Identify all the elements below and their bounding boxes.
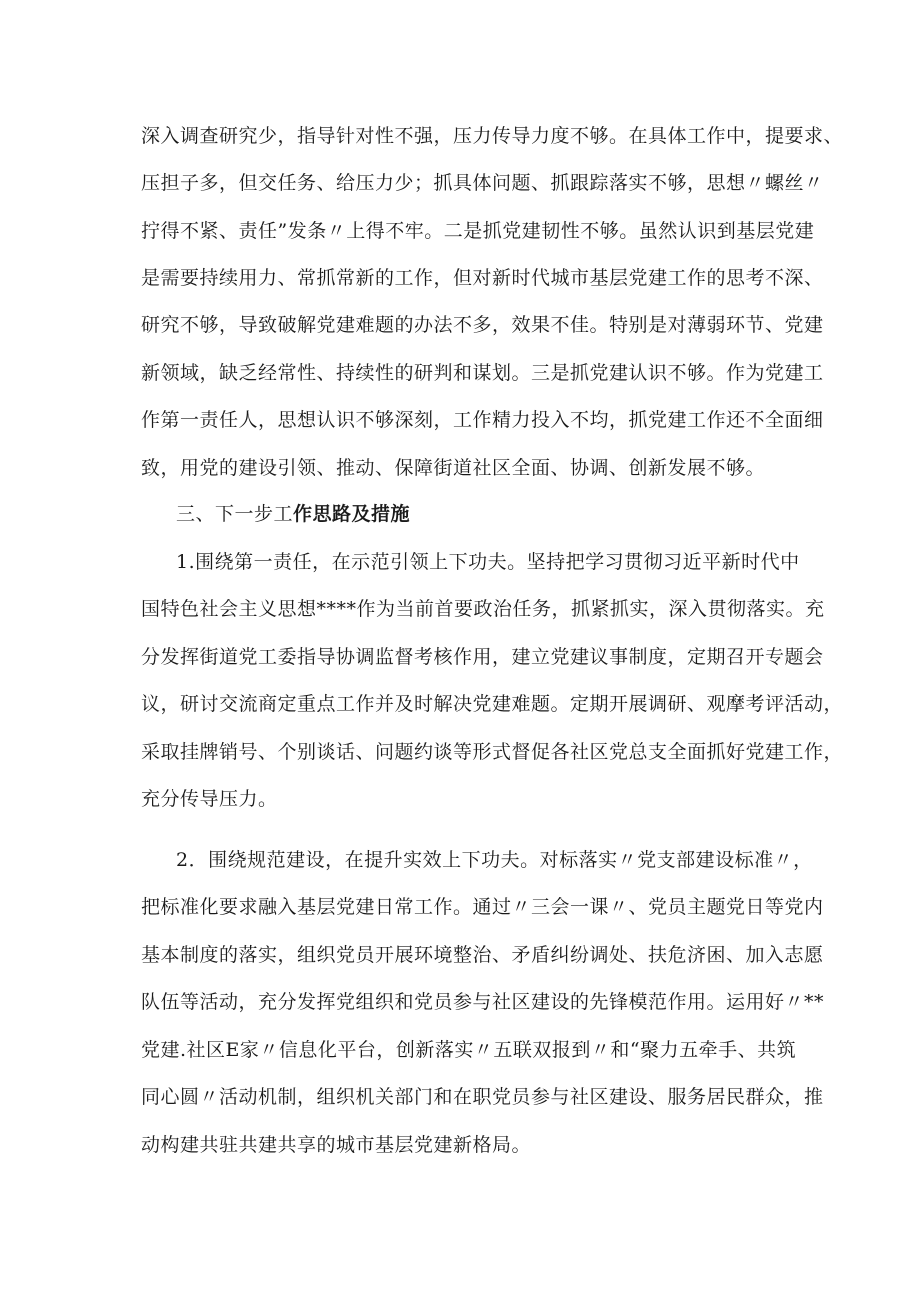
paragraph-line: 作第一责任人，思想认识不够深刻，工作精力投入不均，抓党建工作还不全面细: [141, 409, 824, 431]
paragraph-line: 新领域，缺乏经常性、持续性的研判和谋划。三是抓党建认识不够。作为党建工: [141, 362, 824, 384]
paragraph-line: 基本制度的落实，组织党员开展环境整治、矛盾纠纷调处、扶危济困、加入志愿: [141, 944, 824, 966]
paragraph-line: 2．围绕规范建设，在提升实效上下功夫。对标落实〃党支部建设标准〃，: [176, 849, 813, 871]
paragraph-line: 压担子多，但交任务、给压力少；抓具体问题、抓跟踪落实不够，思想〃螺丝〃: [141, 172, 824, 194]
section-heading: [176, 502, 410, 526]
paragraph-line: 拧得不紧、责任”发条〃上得不牢。二是抓党建韧性不够。虽然认识到基层党建: [141, 220, 815, 242]
paragraph-line: 充分传导压力。: [141, 788, 278, 810]
section-heading-part2: 作思路及措施: [293, 503, 411, 525]
paragraph-line: 深入调查研究少，指导针对性不强，压力传导力度不够。在具体工作中，提要求、: [141, 125, 844, 147]
paragraph-line: 队伍等活动，充分发挥党组织和党员参与社区建设的先锋模范作用。运用好〃**: [141, 991, 825, 1013]
paragraph-line: 国特色社会主义思想****作为当前首要政治任务，抓紧抓实，深入贯彻落实。充: [141, 598, 825, 620]
paragraph-line: 是需要持续用力、常抓常新的工作，但对新时代城市基层党建工作的思考不深、: [141, 267, 824, 289]
paragraph-line: 议，研讨交流商定重点工作并及时解决党建难题。定期开展调研、观摩考评活动，: [141, 693, 844, 715]
paragraph-line: 党建.社区E家〃信息化平台，创新落实〃五联双报到〃和“聚力五牵手、共筑: [141, 1039, 797, 1061]
paragraph-line: 1.围绕第一责任，在示范引领上下功夫。坚持把学习贯彻习近平新时代中: [176, 551, 800, 573]
paragraph-line: 动构建共驻共建共享的城市基层党建新格局。: [141, 1134, 532, 1156]
paragraph-line: 致，用党的建设引领、推动、保障街道社区全面、协调、创新发展不够。: [141, 457, 766, 479]
paragraph-line: 研究不够，导致破解党建难题的办法不多，效果不佳。特别是对薄弱环节、党建: [141, 314, 824, 336]
paragraph-line: 同心圆〃活动机制，组织机关部门和在职党员参与社区建设、服务居民群众，推: [141, 1086, 824, 1108]
paragraph-line: 采取挂牌销号、个别谈话、问题约谈等形式督促各社区党总支全面抓好党建工作，: [141, 741, 844, 763]
paragraph-line: 分发挥街道党工委指导协调监督考核作用，建立党建议事制度，定期召开专题会: [141, 646, 824, 668]
section-heading-part1: 三、下一步工: [176, 503, 294, 525]
paragraph-line: 把标准化要求融入基层党建日常工作。通过〃三会一课〃、党员主题党日等党内: [141, 896, 824, 918]
